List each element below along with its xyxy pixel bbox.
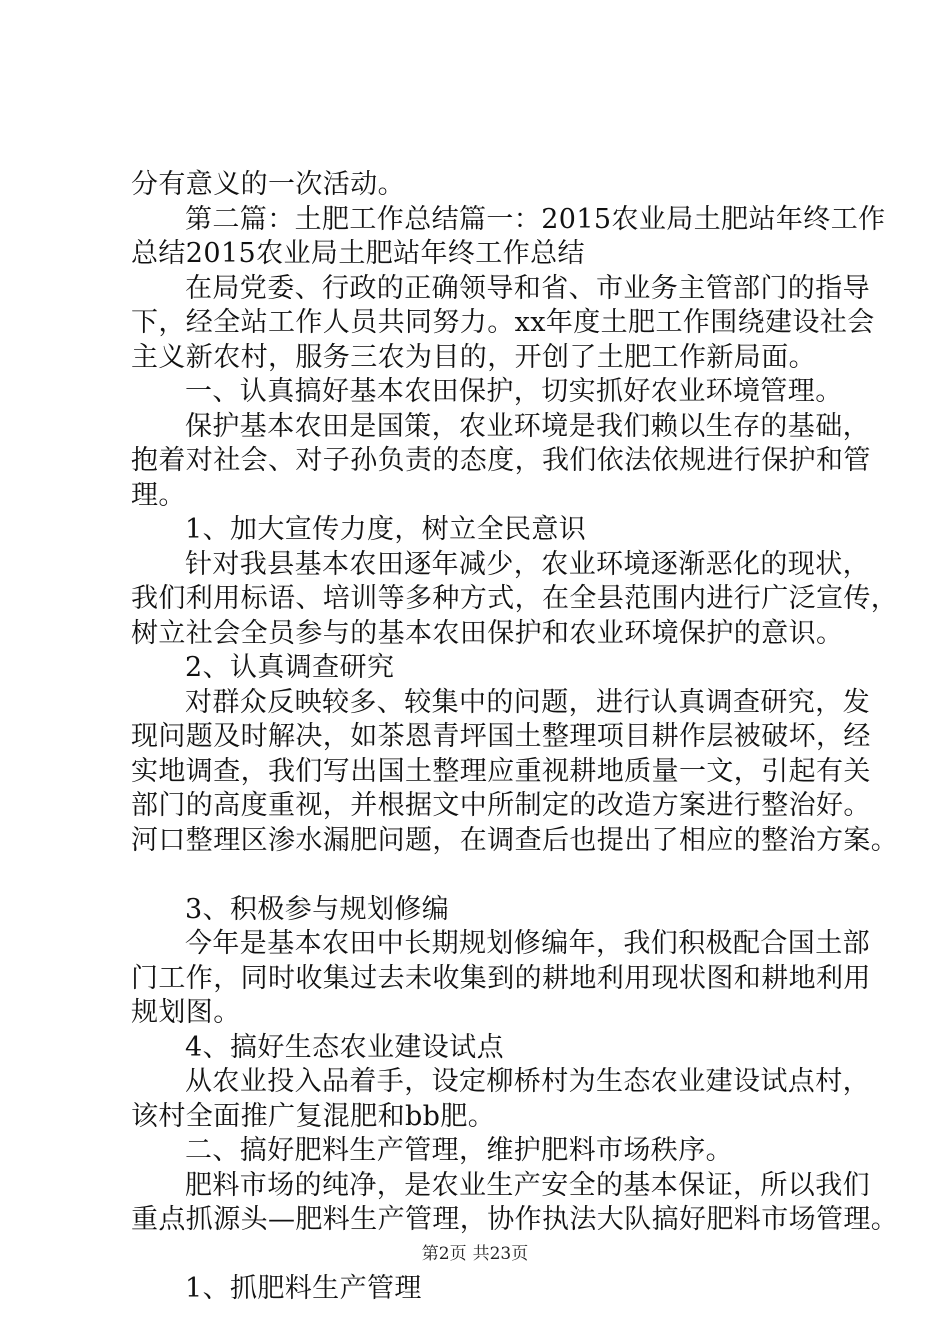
paragraph-start: 保护基本农田是国策，农业环境是我们赖以生存的基础， bbox=[185, 410, 870, 442]
text-line: 该村全面推广复混肥和bb肥。 bbox=[131, 1100, 496, 1132]
paragraph-start: 在局党委、行政的正确领导和省、市业务主管部门的指导 bbox=[185, 272, 870, 304]
heading-level-2: 1、加大宣传力度，树立全民意识 bbox=[185, 514, 587, 545]
page-total: 共23页 bbox=[472, 1244, 529, 1264]
paragraph-start: 对群众反映较多、较集中的问题，进行认真调查研究，发 bbox=[185, 686, 870, 718]
text-line: 树立社会全员参与的基本农田保护和农业环境保护的意识。 bbox=[131, 617, 844, 649]
text-line: 河口整理区渗水漏肥问题，在调查后也提出了相应的整治方案。 bbox=[131, 824, 899, 856]
text-line: 理。 bbox=[131, 479, 186, 511]
text-line: 抱着对社会、对子孙负责的态度，我们依法依规进行保护和管 bbox=[131, 445, 871, 476]
text-line: 主义新农村，服务三农为目的，开创了土肥工作新局面。 bbox=[131, 341, 816, 373]
heading-level-1: 一、认真搞好基本农田保护，切实抓好农业环境管理。 bbox=[185, 376, 843, 407]
text-line: 部门的高度重视，并根据文中所制定的改造方案进行整治好。 bbox=[131, 790, 871, 821]
heading-level-2: 4、搞好生态农业建设试点 bbox=[185, 1031, 504, 1063]
text-line: 门工作，同时收集过去未收集到的耕地利用现状图和耕地利用 bbox=[131, 962, 871, 994]
text-line: 下，经全站工作人员共同努力。xx年度土肥工作围绕建设社会 bbox=[131, 307, 875, 338]
text-line: 总结2015农业局土肥站年终工作总结 bbox=[131, 238, 585, 269]
paragraph-start: 今年是基本农田中长期规划修编年，我们积极配合国土部 bbox=[185, 928, 870, 959]
text-line: 分有意义的一次活动。 bbox=[131, 169, 405, 200]
section-heading: 第二篇：土肥工作总结篇一：2015农业局土肥站年终工作 bbox=[185, 203, 886, 235]
blank-line bbox=[131, 858, 831, 893]
heading-level-2: 2、认真调查研究 bbox=[185, 652, 395, 683]
paragraph-start: 从农业投入品着手，设定柳桥村为生态农业建设试点村， bbox=[185, 1066, 870, 1097]
heading-level-2: 3、积极参与规划修编 bbox=[185, 893, 450, 925]
text-line: 规划图。 bbox=[131, 997, 241, 1028]
paragraph-start: 针对我县基本农田逐年减少，农业环境逐渐恶化的现状， bbox=[185, 548, 870, 580]
document-body bbox=[131, 168, 899, 1307]
text-line: 现问题及时解决，如茶恩青坪国土整理项目耕作层被破坏，经 bbox=[131, 721, 871, 752]
text-line: 我们利用标语、培训等多种方式，在全县范围内进行广泛宣传， bbox=[131, 583, 899, 614]
page-number: 第2页 bbox=[421, 1244, 467, 1264]
paragraph-start: 肥料市场的纯净，是农业生产安全的基本保证，所以我们 bbox=[185, 1169, 870, 1201]
heading-level-2: 1、抓肥料生产管理 bbox=[185, 1273, 422, 1304]
heading-level-1: 二、搞好肥料生产管理，维护肥料市场秩序。 bbox=[185, 1135, 733, 1166]
text-line: 重点抓源头—肥料生产管理，协作执法大队搞好肥料市场管理。 bbox=[131, 1204, 899, 1235]
text-line: 实地调查，我们写出国土整理应重视耕地质量一文，引起有关 bbox=[131, 755, 871, 787]
page-footer bbox=[0, 1243, 950, 1265]
